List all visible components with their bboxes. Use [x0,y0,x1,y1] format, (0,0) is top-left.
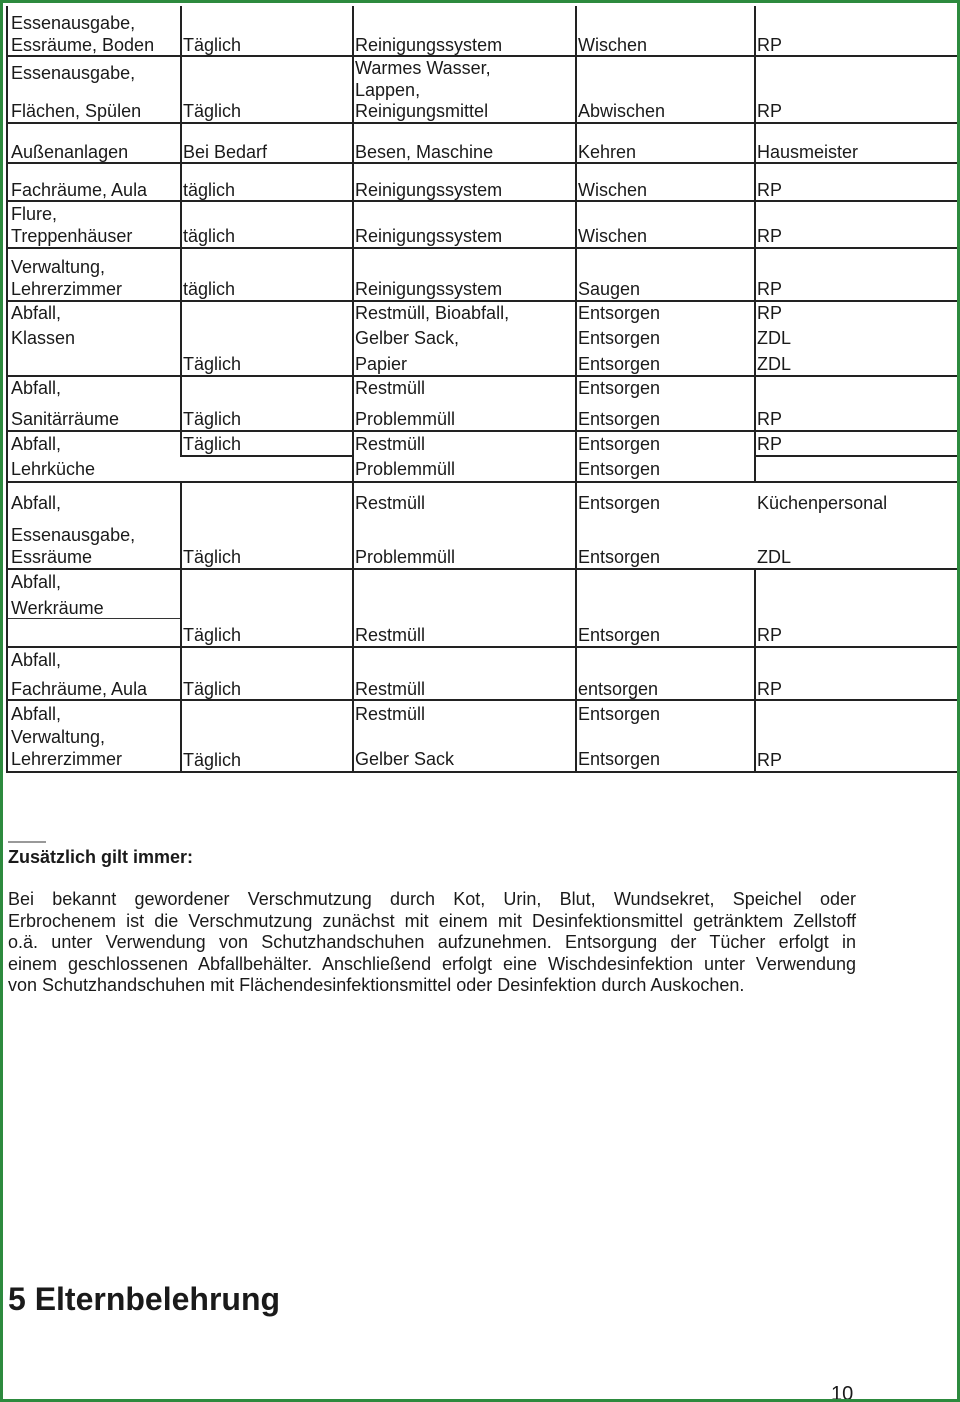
table-cell-area: Essräume, Boden [11,35,155,55]
table-column-rule [754,568,756,773]
table-cell-means: Problemmüll [355,409,456,429]
table-cell-area: Abfall, [11,572,62,592]
table-cell-means: Gelber Sack [355,749,455,769]
table-rule [754,455,960,457]
table-rule [8,300,960,302]
note-line: von Schutzhandschuhen mit Flächendesinfektionsmittel oder Desinfektion durch Auskochen. [8,975,745,995]
table-cell-means: Restmüll [355,625,426,645]
table-cell-frequency: Täglich [183,35,242,55]
table-cell-area: Fachräume, Aula [11,180,148,200]
table-cell-area: Treppenhäuser [11,226,133,246]
table-cell-method: Entsorgen [578,434,661,454]
table-cell-method: Entsorgen [578,409,661,429]
table-cell-means: Papier [355,354,408,374]
table-cell-method: entsorgen [578,679,659,699]
table-cell-method: Kehren [578,142,637,162]
table-cell-area: Flure, [11,204,58,224]
table-cell-area: Abfall, [11,650,62,670]
table-cell-responsible: RP [757,434,783,454]
table-cell-frequency: Täglich [183,679,242,699]
table-column-rule [180,6,182,455]
table-cell-area: Essräume [11,547,93,567]
section-title: 5 Elternbelehrung [8,1281,281,1317]
table-cell-means: Restmüll [355,378,426,398]
table-cell-method: Entsorgen [578,303,661,323]
table-cell-means: Besen, Maschine [355,142,494,162]
table-cell-area: Lehrerzimmer [11,279,123,299]
table-cell-frequency: täglich [183,180,236,200]
table-cell-area: Abfall, [11,704,62,724]
note-line: o.ä. unter Verwendung von Schutzhandschuhen aufzunehmen. Entsorgung der Tücher erfolgt in [8,932,856,952]
table-cell-responsible: Küchenpersonal [757,493,888,513]
table-cell-area: Abfall, [11,378,62,398]
note-line: einem geschlossenen Abfallbehälter. Anschließend erfolgt eine Wischdesinfektion unter Verwendung [8,953,856,974]
table-cell-means: Restmüll, Bioabfall, [355,303,510,323]
table-cell-frequency: täglich [183,279,236,299]
table-cell-area: Klassen [11,328,76,348]
table-cell-responsible: RP [757,101,783,121]
table-cell-responsible: RP [757,750,783,770]
table-cell-responsible: RP [757,180,783,200]
table-cell-method: Saugen [578,279,641,299]
table-cell-frequency: Täglich [183,409,242,429]
table-cell-responsible: RP [757,679,783,699]
table-rule [8,122,960,124]
table-cell-responsible: ZDL [757,547,792,567]
table-cell-means: Problemmüll [355,459,456,479]
table-cell-means: Gelber Sack, [355,328,460,348]
table-cell-area: Abfall, [11,303,62,323]
table-cell-frequency: Täglich [183,625,242,645]
table-cell-area: Essenausgabe, [11,525,136,545]
table-cell-area: Flächen, Spülen [11,101,142,121]
table-cell-area: Werkräume [11,598,104,618]
table-cell-means: Reinigungssystem [355,35,503,55]
table-cell-means: Warmes Wasser, [355,58,491,78]
table-cell-means: Lappen, [355,80,421,100]
table-cell-responsible: RP [757,303,783,323]
table-column-rule [352,6,354,773]
table-cell-method: Abwischen [578,101,666,121]
table-cell-responsible: RP [757,226,783,246]
table-cell-method: Entsorgen [578,749,661,769]
table-cell-means: Restmüll [355,434,426,454]
table-cell-area: Fachräume, Aula [11,679,148,699]
table-cell-means: Reinigungssystem [355,226,503,246]
table-cell-method: Entsorgen [578,704,661,724]
table-cell-frequency: Täglich [183,434,242,454]
table-cell-responsible: RP [757,409,783,429]
table-cell-responsible: Hausmeister [757,142,859,162]
table-cell-area: Verwaltung, [11,257,106,277]
table-cell-responsible: ZDL [757,354,792,374]
table-rule [8,481,960,483]
table-cell-method: Entsorgen [578,625,661,645]
table-column-rule [754,6,756,481]
table-rule [8,430,960,432]
table-cell-means: Restmüll [355,493,426,513]
table-cell-frequency: Täglich [183,354,242,374]
table-column-rule [575,6,577,773]
table-cell-method: Wischen [578,35,648,55]
table-cell-method: Entsorgen [578,547,661,567]
note-paragraph [8,889,856,997]
table-cell-frequency: Täglich [183,101,242,121]
table-column-rule [6,6,8,773]
table-cell-means: Restmüll [355,704,426,724]
table-cell-means: Restmüll [355,679,426,699]
table-cell-area: Essenausgabe, [11,13,136,33]
table-cell-frequency: täglich [183,226,236,246]
table-cell-area: Lehrerzimmer [11,749,123,769]
note-line: Bei bekannt gewordener Verschmutzung durch Kot, Urin, Blut, Wundsekret, Speichel oder [8,889,856,909]
table-cell-frequency: Bei Bedarf [183,142,268,162]
table-rule [8,646,960,648]
table-cell-responsible: RP [757,279,783,299]
heading-marker [8,841,46,843]
table-cell-area: Essenausgabe, [11,63,136,83]
table-cell-responsible: RP [757,35,783,55]
table-cell-responsible: ZDL [757,328,792,348]
table-cell-means: Reinigungssystem [355,279,503,299]
table-cell-responsible: RP [757,625,783,645]
table-rule [8,699,960,701]
table-cell-area: Sanitärräume [11,409,120,429]
table-column-rule [180,481,182,773]
note-line: Erbrochenem ist die Verschmutzung zunächst mit einem mit Desinfektionsmittel getränktem Zellstoff [8,910,856,931]
table-cell-means: Reinigungssystem [355,180,503,200]
table-cell-area: Lehrküche [11,459,96,479]
table-cell-method: Wischen [578,226,648,246]
table-cell-method: Entsorgen [578,378,661,398]
table-cell-area: Abfall, [11,434,62,454]
table-cell-method: Wischen [578,180,648,200]
table-cell-means: Reinigungsmittel [355,101,489,121]
table-cell-area: Außenanlagen [11,142,129,162]
table-cell-area: Verwaltung, [11,727,106,747]
table-cell-frequency: Täglich [183,547,242,567]
table-cell-area: Abfall, [11,493,62,513]
table-cell-method: Entsorgen [578,328,661,348]
table-rule [8,771,960,773]
table-cell-method: Entsorgen [578,354,661,374]
table-cell-method: Entsorgen [578,493,661,513]
table-rule [8,375,960,377]
page-number: 10 [831,1383,854,1402]
table-rule [8,568,960,570]
table-cell-means: Problemmüll [355,547,456,567]
table-rule [8,247,960,249]
table-rule [180,455,352,457]
table-cell-method: Entsorgen [578,459,661,479]
note-heading: Zusätzlich gilt immer: [8,847,194,867]
table-cell-frequency: Täglich [183,750,242,770]
